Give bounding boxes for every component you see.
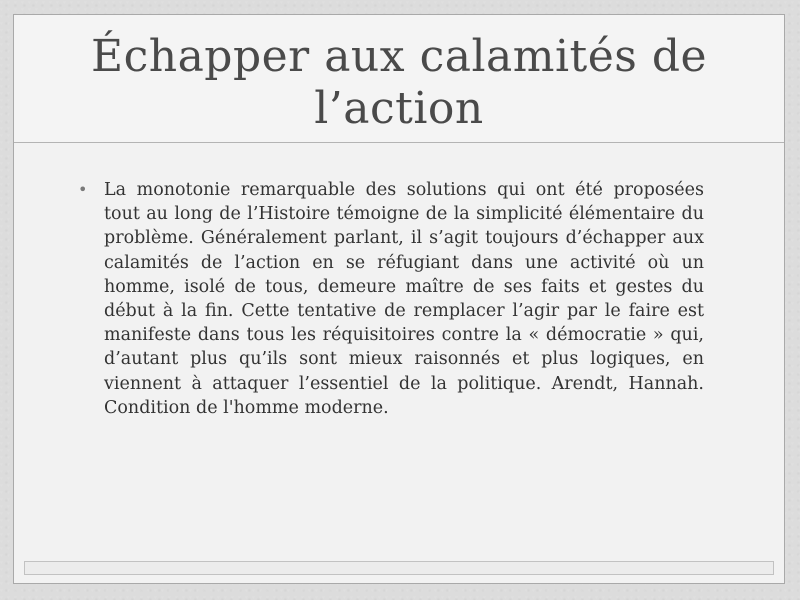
footer-band [24, 561, 774, 575]
slide-title [14, 31, 784, 135]
slide-content [76, 178, 704, 420]
title-line-1: Échapper aux calamités de [90, 31, 708, 82]
title-band [14, 15, 784, 143]
bullet-list [76, 178, 704, 420]
title-line-2: l’action [314, 83, 484, 134]
bullet-text: La monotonie remarquable des solutions qui ont été proposées tout au long de l’Histoire témoigne de la simplicité élémentaire du problème. Généralement parlant, il s’agit toujours d’échapper aux calamités de l’action en se réfugiant dans une activité où un homme, isolé de tous, demeure maître de ses faits et gestes du début à la fin. Cette tentative de remplacer l’agir par le faire est manifeste dans tous les réquisitoires contre la « démocratie » qui, d’autant plus qu’ils sont mieux raisonnés et plus logiques, en viennent à attaquer l’essentiel de la politique. Arendt, Hannah. Condition de l'homme moderne. [104, 180, 704, 418]
bullet-icon: • [78, 180, 88, 199]
bullet-item [76, 178, 704, 420]
